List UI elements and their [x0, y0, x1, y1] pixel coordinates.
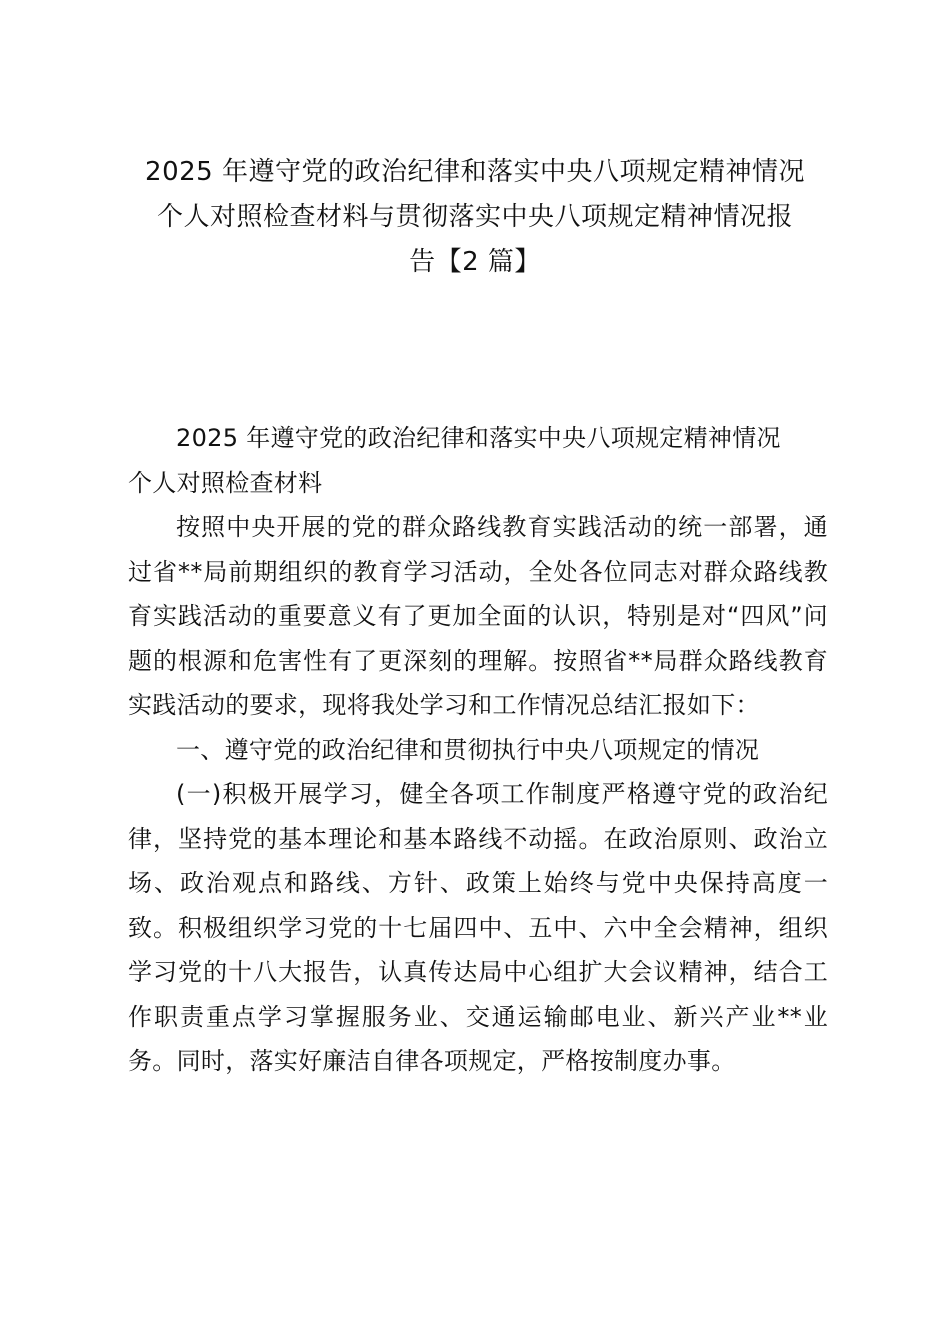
- paragraph-study: (一)积极开展学习，健全各项工作制度严格遵守党的政治纪律，坚持党的基本理论和基本路线不动摇。在政治原则、政治立场、政治观点和路线、方针、政策上始终与党中央保持高度一致。积极组织学习党的十七届四中、五中、六中全会精神，组织学习党的十八大报告，认真传达局中心组扩大会议精神，结合工作职责重点学习掌握服务业、交通运输邮电业、新兴产业**业务。同时，落实好廉洁自律各项规定，严格按制度办事。: [128, 780, 828, 1075]
- title-line-3: 告【2 篇】: [409, 247, 541, 277]
- section-title-line-2: 个人对照检查材料: [128, 468, 323, 497]
- heading-section-one: 一、遵守党的政治纪律和贯彻执行中央八项规定的情况: [176, 735, 760, 764]
- section-title: [128, 416, 828, 505]
- paragraph-intro: 按照中央开展的党的群众路线教育实践活动的统一部署，通过省**局前期组织的教育学习活动，全处各位同志对群众路线教育实践活动的重要意义有了更加全面的认识，特别是对“四风”问题的根源和危害性有了更深刻的理解。按照省**局群众路线教育实践活动的要求，现将我处学习和工作情况总结汇报如下：: [128, 513, 828, 719]
- document-title: [120, 150, 830, 285]
- title-line-1: 2025 年遵守党的政治纪律和落实中央八项规定精神情况: [145, 157, 805, 187]
- section-title-line-1: 2025 年遵守党的政治纪律和落实中央八项规定精神情况: [176, 424, 781, 452]
- document-body: [128, 416, 828, 1084]
- title-line-2: 个人对照检查材料与贯彻落实中央八项规定精神情况报: [156, 202, 793, 232]
